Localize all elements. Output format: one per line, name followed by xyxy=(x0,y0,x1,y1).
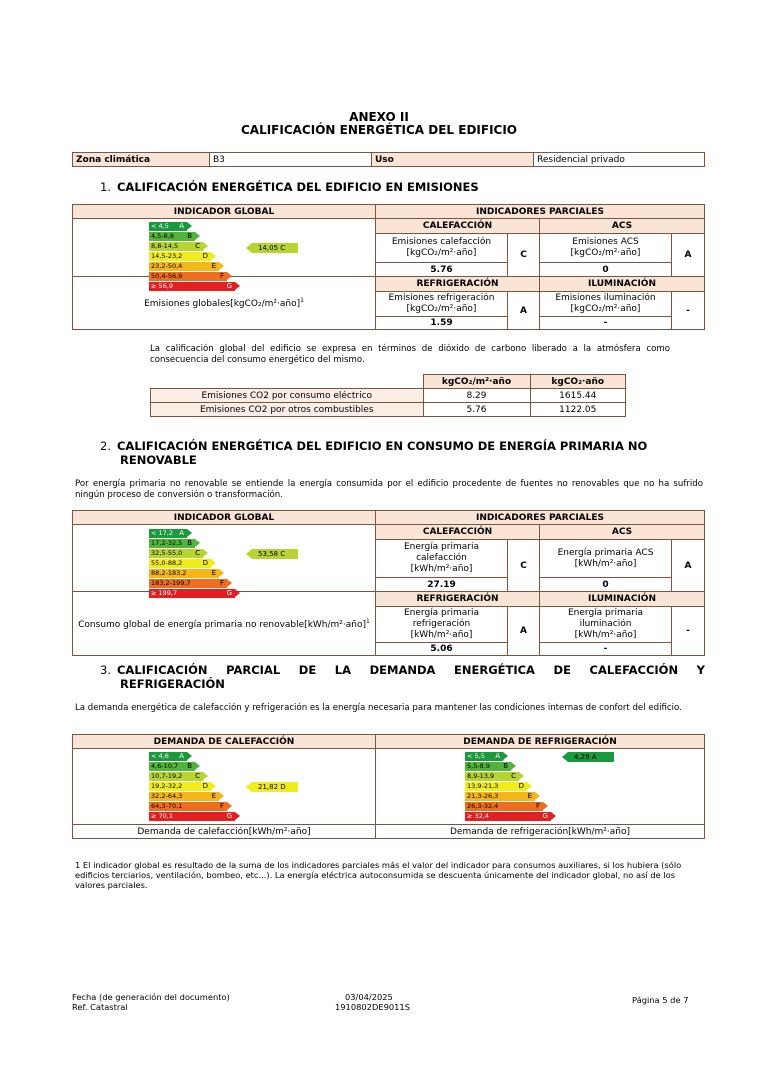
rating-letter: B xyxy=(187,539,192,547)
rating-bar-e xyxy=(149,569,219,578)
acs-label: Emisiones ACS [kgCO₂/m²·año] xyxy=(540,234,672,263)
ilum-value: - xyxy=(540,317,672,330)
header-global: INDICADOR GLOBAL xyxy=(73,205,376,219)
section-3-heading-cont: REFRIGERACIÓN xyxy=(120,677,225,691)
rating-range: 19,2-32,2 xyxy=(151,782,183,790)
refrig-letter: A xyxy=(508,607,540,656)
rating-bar-a xyxy=(149,529,187,538)
header-iluminacion: ILUMINACIÓN xyxy=(540,277,705,292)
rating-range: < 4,6 xyxy=(151,752,169,760)
co2-header-1: kgCO₂/m²·año xyxy=(423,375,530,389)
rating-bar-d xyxy=(149,252,211,261)
refrig-value: 5.06 xyxy=(376,643,508,656)
rating-letter: D xyxy=(518,782,524,790)
rating-bar-c xyxy=(149,242,203,251)
co2-header-2: kgCO₂·año xyxy=(530,375,626,389)
rating-letter: A xyxy=(179,529,184,537)
rating-letter: C xyxy=(195,242,200,250)
rating-range: 183,2-199,7 xyxy=(151,579,191,587)
calef-label: Energía primaria calefacción [kWh/m²·año] xyxy=(376,540,508,578)
rating-letter: G xyxy=(226,589,232,597)
section-2-heading: 2. CALIFICACIÓN ENERGÉTICA DEL EDIFICIO EN CONSUMO DE ENERGÍA PRIMARIA NO xyxy=(100,439,648,453)
zona-label: Zona climática xyxy=(73,153,210,167)
rating-range: 88,2-183,2 xyxy=(151,569,187,577)
rating-range: 8,8-14,5 xyxy=(151,242,179,250)
rating-letter: G xyxy=(542,812,548,820)
rating-range: ≥ 32,4 xyxy=(467,812,489,820)
header-calefaccion: CALEFACCIÓN xyxy=(376,525,540,540)
rating-letter: E xyxy=(527,792,532,800)
rating-letter: G xyxy=(226,282,232,290)
rating-letter: F xyxy=(535,802,540,810)
rating-bar-d xyxy=(149,782,211,791)
header-refrigeracion: REFRIGERACIÓN xyxy=(376,277,540,292)
rating-range: ≥ 199,7 xyxy=(151,589,178,597)
rating-letter: F xyxy=(219,802,224,810)
rating-letter: C xyxy=(195,549,200,557)
cooling-indicator: 4,29 A xyxy=(568,752,614,762)
demand-intro: La demanda energética de calefacción y refrigeración es la energía necesaria para mantener las condiciones internas de confort del edificio. xyxy=(75,703,682,713)
rating-letter: C xyxy=(511,772,516,780)
co2-row-v1: 5.76 xyxy=(423,403,530,417)
refrig-label: Emisiones refrigeración [kgCO₂/m²·año] xyxy=(376,292,508,317)
header-iluminacion: ILUMINACIÓN xyxy=(540,592,705,607)
rating-range: 32,5-55,0 xyxy=(151,549,183,557)
rating-bar-b xyxy=(149,762,195,771)
rating-range: 23,2-50,4 xyxy=(151,262,183,270)
header-acs: ACS xyxy=(540,219,705,234)
rating-bar-e xyxy=(149,262,219,271)
rating-letter: G xyxy=(226,812,232,820)
global-scale-cell xyxy=(73,219,376,277)
ilum-letter: - xyxy=(672,292,705,330)
rating-range: ≥ 56,9 xyxy=(151,282,173,290)
calef-letter: C xyxy=(508,540,540,592)
uso-label: Uso xyxy=(372,153,534,167)
rating-range: ≥ 70,1 xyxy=(151,812,173,820)
rating-range: < 4,5 xyxy=(151,222,169,230)
rating-range: 21,3-26,3 xyxy=(467,792,499,800)
rating-letter: B xyxy=(503,762,508,770)
acs-value: 0 xyxy=(540,263,672,277)
rating-letter: E xyxy=(211,262,216,270)
rating-letter: A xyxy=(495,752,500,760)
acs-value: 0 xyxy=(540,578,672,592)
rating-range: 8,9-13,9 xyxy=(467,772,495,780)
rating-bar-b xyxy=(465,762,511,771)
acs-label: Energía primaria ACS [kWh/m²·año] xyxy=(540,540,672,578)
primary-indicator: 53,58 C xyxy=(252,549,298,559)
emissions-note: La calificación global del edificio se expresa en términos de dióxido de carbono liberado a la atmósfera como consecuencia del consumo energético del mismo. xyxy=(150,344,670,365)
cooling-demand-label: Demanda de refrigeración[kWh/m²·año] xyxy=(376,825,705,839)
rating-letter: C xyxy=(195,772,200,780)
header-global: INDICADOR GLOBAL xyxy=(73,511,376,525)
global-primary-label: Consumo global de energía primaria no renovable[kWh/m²·año]$^1$ xyxy=(73,592,376,656)
rating-letter: D xyxy=(202,559,208,567)
co2-row-v2: 1122.05 xyxy=(530,403,626,417)
rating-bar-b xyxy=(149,539,195,548)
footer-page: Página 5 de 7 xyxy=(632,995,689,1005)
ilum-label: Emisiones iluminación [kgCO₂/m²·año] xyxy=(540,292,672,317)
section-1-heading: 1. CALIFICACIÓN ENERGÉTICA DEL EDIFICIO EN EMISIONES xyxy=(100,180,479,194)
rating-letter: D xyxy=(202,782,208,790)
rating-letter: E xyxy=(211,792,216,800)
header-parciales: INDICADORES PARCIALES xyxy=(376,205,705,219)
rating-range: 26,3-32,4 xyxy=(467,802,499,810)
rating-letter: F xyxy=(219,579,224,587)
calef-value: 5.76 xyxy=(376,263,508,277)
rating-bar-c xyxy=(149,772,203,781)
refrig-label: Energía primaria refrigeración [kWh/m²·año] xyxy=(376,607,508,643)
header-demanda-calefaccion: DEMANDA DE CALEFACCIÓN xyxy=(73,735,376,749)
acs-letter: A xyxy=(672,540,705,592)
footer-ref-value: 1910802DE9011S xyxy=(335,1002,410,1012)
rating-bar-d xyxy=(465,782,527,791)
rating-range: 14,5-23,2 xyxy=(151,252,183,260)
rating-bar-g xyxy=(149,812,235,821)
calef-label: Emisiones calefacción [kgCO₂/m²·año] xyxy=(376,234,508,263)
rating-range: 50,4-56,9 xyxy=(151,272,183,280)
rating-range: < 5,5 xyxy=(467,752,485,760)
footer-fecha-value: 03/04/2025 xyxy=(345,992,393,1002)
section-3-heading: 3. CALIFICACIÓN PARCIAL DE LA DEMANDA ENERGÉTICA DE CALEFACCIÓN Y xyxy=(100,663,705,677)
primary-intro: Por energía primaria no renovable se entiende la energía consumida por el edificio procedente de fuentes no renovables que no ha sufrido ningún proceso de conversión o transformación. xyxy=(75,479,703,500)
rating-bar-g xyxy=(149,282,235,291)
co2-row-label: Emisiones CO2 por otros combustibles xyxy=(151,403,424,417)
heating-demand-label: Demanda de calefacción[kWh/m²·año] xyxy=(73,825,376,839)
header-refrigeracion: REFRIGERACIÓN xyxy=(376,592,540,607)
header-calefaccion: CALEFACCIÓN xyxy=(376,219,540,234)
rating-range: 4,6-10,7 xyxy=(151,762,179,770)
refrig-value: 1.59 xyxy=(376,317,508,330)
footer-ref-label: Ref. Catastral xyxy=(72,1002,128,1012)
rating-bar-f xyxy=(149,802,227,811)
global-emissions-label: Emisiones globales[kgCO₂/m²·año]$^1$ xyxy=(73,277,376,330)
emissions-indicator: 14,05 C xyxy=(252,243,298,253)
rating-range: 13,9-21,3 xyxy=(467,782,499,790)
footnote: 1 El indicador global es resultado de la suma de los indicadores parciales más el valor del indicador para consumos auxiliares, si los hubiera (sólo edificios terciarios, ventilación, bombeo, etc...). La energía eléctrica autoconsumida se descuenta únicamente del indicador global, no así de los valores parciales. xyxy=(75,860,682,890)
header-parciales: INDICADORES PARCIALES xyxy=(376,511,705,525)
rating-bar-g xyxy=(149,589,235,598)
acs-letter: A xyxy=(672,234,705,277)
page-title: CALIFICACIÓN ENERGÉTICA DEL EDIFICIO xyxy=(240,123,518,137)
rating-range: 32,2-64,3 xyxy=(151,792,183,800)
footer-fecha-label: Fecha (de generación del documento) xyxy=(72,992,230,1002)
rating-bar-b xyxy=(149,232,195,241)
rating-letter: D xyxy=(202,252,208,260)
rating-bar-f xyxy=(465,802,543,811)
zona-value: B3 xyxy=(210,153,372,167)
annex-heading: ANEXO II xyxy=(349,110,409,124)
rating-bar-f xyxy=(149,272,227,281)
rating-letter: A xyxy=(179,752,184,760)
rating-bar-a xyxy=(149,222,187,231)
heating-indicator: 21,82 D xyxy=(252,782,298,792)
rating-bar-d xyxy=(149,559,211,568)
co2-row-label: Emisiones CO2 por consumo eléctrico xyxy=(151,389,424,403)
uso-value: Residencial privado xyxy=(534,153,705,167)
rating-range: 55,0-88,2 xyxy=(151,559,183,567)
rating-range: < 17,2 xyxy=(151,529,173,537)
rating-bar-f xyxy=(149,579,227,588)
header-acs: ACS xyxy=(540,525,705,540)
rating-range: 64,3-70,1 xyxy=(151,802,183,810)
rating-bar-e xyxy=(465,792,535,801)
rating-range: 5,5-8,9 xyxy=(467,762,491,770)
rating-range: 17,2-32,5 xyxy=(151,539,183,547)
rating-bar-c xyxy=(149,549,203,558)
ilum-letter: - xyxy=(672,607,705,656)
rating-letter: B xyxy=(187,232,192,240)
co2-row-v1: 8.29 xyxy=(423,389,530,403)
calef-letter: C xyxy=(508,234,540,277)
rating-letter: A xyxy=(179,222,184,230)
rating-bar-e xyxy=(149,792,219,801)
climate-info-table xyxy=(72,152,705,167)
co2-table xyxy=(150,374,626,417)
rating-bar-g xyxy=(465,812,551,821)
rating-bar-a xyxy=(149,752,187,761)
calef-value: 27.19 xyxy=(376,578,508,592)
refrig-letter: A xyxy=(508,292,540,330)
co2-row-v2: 1615.44 xyxy=(530,389,626,403)
section-2-heading-cont: RENOVABLE xyxy=(120,453,197,467)
rating-bar-a xyxy=(465,752,503,761)
rating-letter: B xyxy=(187,762,192,770)
rating-bar-c xyxy=(465,772,519,781)
header-demanda-refrigeracion: DEMANDA DE REFRIGERACIÓN xyxy=(376,735,705,749)
rating-letter: F xyxy=(219,272,224,280)
rating-range: 4,5-8,8 xyxy=(151,232,175,240)
ilum-value: - xyxy=(540,643,672,656)
rating-letter: E xyxy=(211,569,216,577)
ilum-label: Energía primaria iluminación [kWh/m²·año] xyxy=(540,607,672,643)
rating-range: 10,7-19,2 xyxy=(151,772,183,780)
